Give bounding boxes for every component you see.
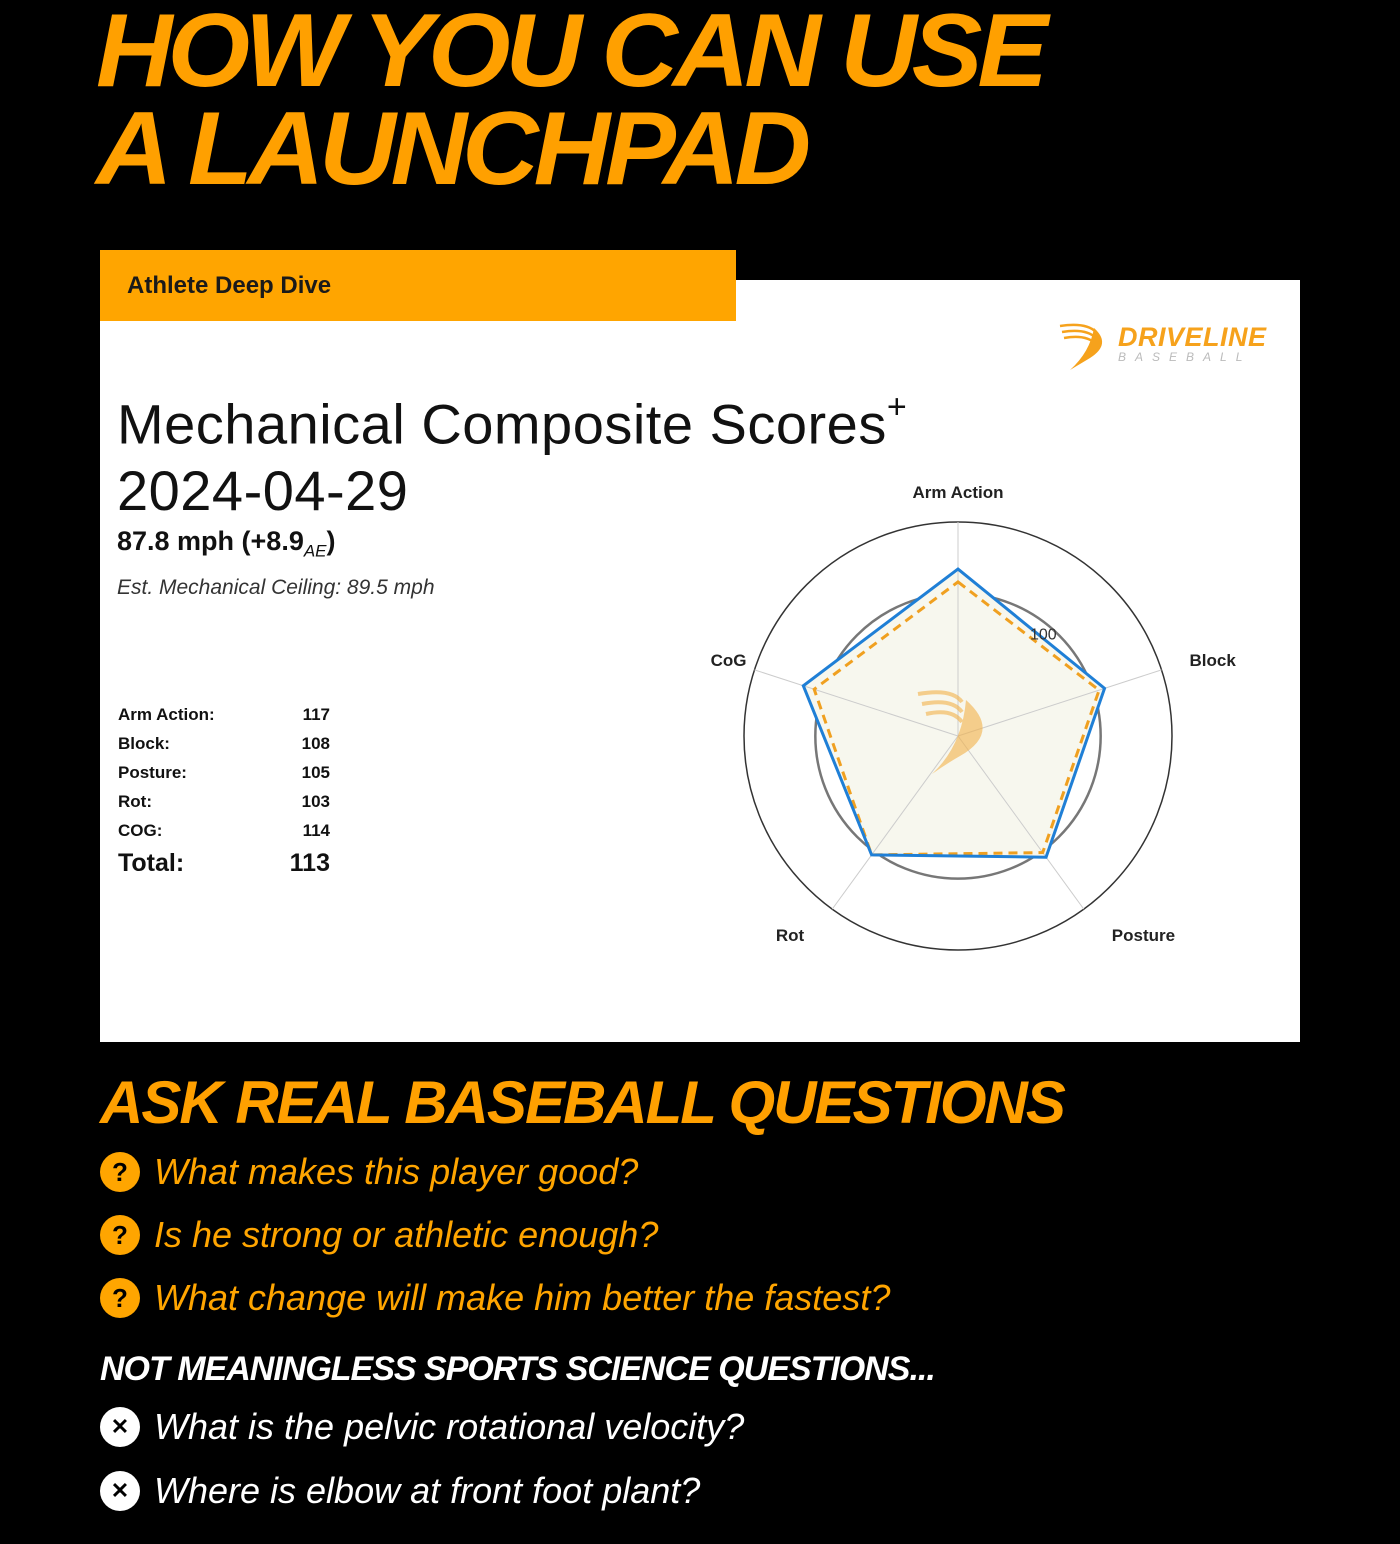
question-mark-icon: ? bbox=[100, 1152, 140, 1192]
good-question-text: Is he strong or athletic enough? bbox=[154, 1214, 659, 1255]
bad-question-item bbox=[100, 1402, 744, 1452]
headline bbox=[96, 0, 1044, 207]
radar-chart bbox=[690, 466, 1250, 966]
score-value: 105 bbox=[301, 762, 330, 782]
score-label: COG: bbox=[118, 820, 163, 840]
radar-axis-label: Rot bbox=[775, 926, 805, 946]
good-question-text: What change will make him better the fastest? bbox=[154, 1277, 891, 1318]
bad-question-text: What is the pelvic rotational velocity? bbox=[154, 1406, 745, 1447]
radar-axis-label: Arm Action bbox=[912, 483, 1004, 502]
score-label: Arm Action: bbox=[118, 704, 215, 724]
headline-line-2: A LAUNCHPAD bbox=[96, 91, 806, 207]
velocity-close: ) bbox=[326, 526, 336, 556]
radar-axis-label: Posture bbox=[1111, 926, 1176, 946]
score-row bbox=[118, 729, 330, 758]
logo-subtitle: BASEBALL bbox=[1118, 350, 1252, 364]
total-label: Total: bbox=[118, 848, 185, 877]
score-row bbox=[118, 700, 330, 729]
title-mark: + bbox=[886, 388, 908, 426]
radar-axis-label: Block bbox=[1189, 650, 1236, 670]
driveline-swoosh-icon bbox=[1056, 318, 1116, 374]
score-total-row bbox=[118, 845, 330, 881]
question-mark-icon: ? bbox=[100, 1278, 140, 1318]
not-heading: NOT MEANINGLESS SPORTS SCIENCE QUESTIONS... bbox=[100, 1350, 935, 1388]
velocity-readout bbox=[117, 526, 336, 561]
score-value: 103 bbox=[301, 791, 330, 811]
velocity-main: 87.8 mph (+8.9 bbox=[117, 526, 304, 556]
good-question-item bbox=[100, 1147, 638, 1197]
score-label: Block: bbox=[118, 733, 170, 753]
score-value: 114 bbox=[302, 820, 330, 840]
logo-brand: DRIVELINE bbox=[1118, 322, 1267, 352]
velocity-sub: AE bbox=[303, 541, 327, 561]
score-value: 108 bbox=[301, 733, 330, 753]
headline-line-1: HOW YOU CAN USE bbox=[96, 0, 1044, 109]
slide-tab: Athlete Deep Dive bbox=[100, 250, 736, 321]
title-date: 2024-04-29 bbox=[117, 458, 409, 522]
score-row bbox=[118, 787, 330, 816]
radar-axis-label: CoG bbox=[710, 650, 747, 670]
bad-question-text: Where is elbow at front foot plant? bbox=[154, 1470, 701, 1511]
score-label: Posture: bbox=[118, 762, 187, 782]
close-icon: ✕ bbox=[100, 1407, 140, 1447]
question-mark-icon: ? bbox=[100, 1215, 140, 1255]
close-icon: ✕ bbox=[100, 1471, 140, 1511]
radar-reference-label: 100 bbox=[1030, 626, 1057, 644]
good-question-text: What makes this player good? bbox=[154, 1151, 639, 1192]
good-question-item bbox=[100, 1273, 890, 1323]
score-value: 117 bbox=[302, 704, 330, 724]
score-table bbox=[118, 700, 330, 881]
score-row bbox=[118, 816, 330, 845]
score-row bbox=[118, 758, 330, 787]
title-text: Mechanical Composite Scores bbox=[117, 392, 887, 456]
driveline-logo bbox=[1056, 318, 1276, 374]
bad-question-item bbox=[100, 1466, 700, 1516]
good-question-item bbox=[100, 1210, 658, 1260]
total-value: 113 bbox=[289, 848, 330, 877]
score-label: Rot: bbox=[118, 791, 152, 811]
ask-heading: ASK REAL BASEBALL QUESTIONS bbox=[100, 1069, 1064, 1136]
mechanical-ceiling: Est. Mechanical Ceiling: 89.5 mph bbox=[117, 576, 435, 599]
